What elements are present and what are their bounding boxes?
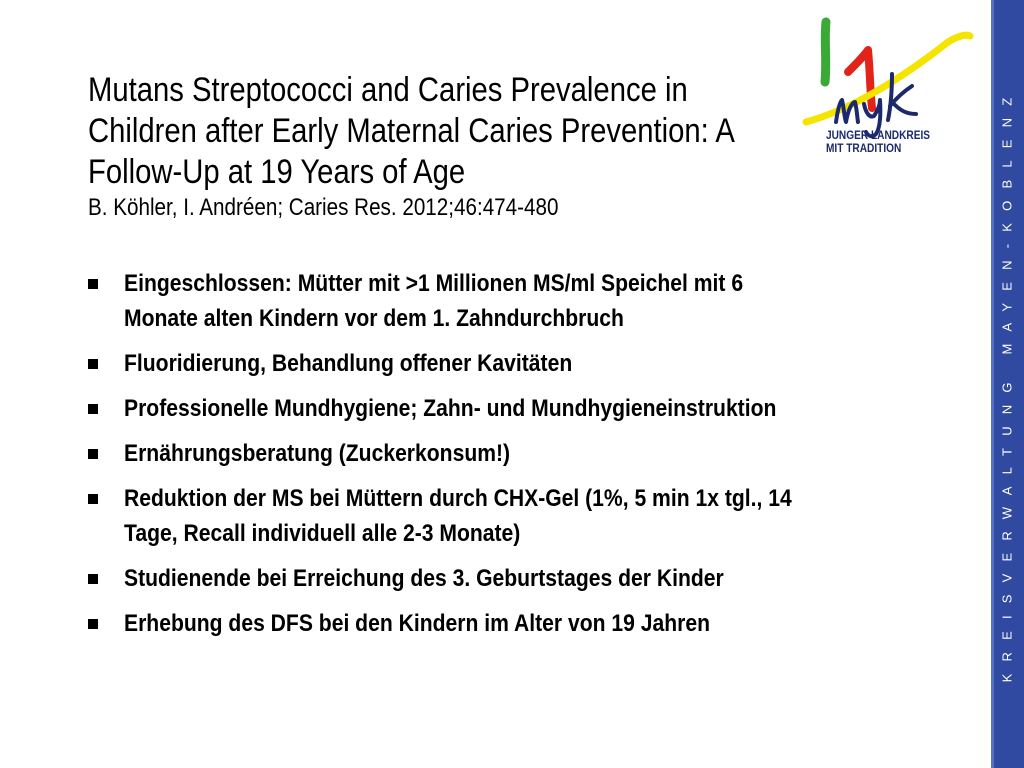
bullet-item (88, 266, 958, 336)
square-bullet-icon (88, 494, 98, 504)
bullet-text (124, 436, 969, 471)
square-bullet-icon (88, 619, 98, 629)
bullet-text (124, 391, 969, 426)
square-bullet-icon (88, 359, 98, 369)
bullet-line: Fluoridierung, Behandlung offener Kavitäten (124, 350, 573, 377)
bullet-line: Monate alten Kindern vor dem 1. Zahndurchbruch (124, 305, 624, 332)
bullet-line: Tage, Recall individuell alle 2-3 Monate) (124, 520, 521, 547)
bullet-line: Ernährungsberatung (Zuckerkonsum!) (124, 440, 511, 467)
bullet-item (88, 436, 958, 471)
bullet-item (88, 561, 958, 596)
slide-title-line-3: Follow-Up at 19 Years of Age (88, 153, 466, 191)
bullet-item (88, 391, 958, 426)
square-bullet-icon (88, 404, 98, 414)
bullet-line: Eingeschlossen: Mütter mit >1 Millionen MS/ml Speichel mit 6 (124, 270, 744, 297)
logo-tagline-line-2: MIT TRADITION (826, 143, 902, 155)
slide-citation: B. Köhler, I. Andréen; Caries Res. 2012;46:474-480 (88, 194, 559, 221)
logo-tagline-line-1: JUNGER LANDKREIS (826, 130, 931, 142)
logo-tagline (826, 130, 932, 156)
bullet-text (124, 346, 969, 381)
slide-title-block (88, 70, 776, 223)
slide-title-line-2: Children after Early Maternal Caries Prevention: A (88, 112, 735, 150)
bullet-line: Reduktion der MS bei Müttern durch CHX-Gel (1%, 5 min 1x tgl., 14 (124, 485, 792, 512)
bullet-line: Professionelle Mundhygiene; Zahn- und Mundhygieneinstruktion (124, 395, 777, 422)
bullet-text (124, 266, 969, 336)
bullet-item (88, 481, 958, 551)
bullet-text (124, 481, 969, 551)
bullet-list (88, 266, 958, 651)
square-bullet-icon (88, 574, 98, 584)
slide-title-line-1: Mutans Streptococci and Caries Prevalence in (88, 71, 688, 109)
bullet-text (124, 606, 969, 641)
bullet-line: Erhebung des DFS bei den Kindern im Alter von 19 Jahren (124, 610, 710, 637)
bullet-line: Studienende bei Erreichung des 3. Geburtstages der Kinder (124, 565, 724, 592)
bullet-item (88, 346, 958, 381)
square-bullet-icon (88, 279, 98, 289)
sidebar-vertical-text: KREISVERWALTUNG MAYEN-KOBLENZ (999, 85, 1015, 683)
bullet-item (88, 606, 958, 641)
square-bullet-icon (88, 449, 98, 459)
bullet-text (124, 561, 969, 596)
